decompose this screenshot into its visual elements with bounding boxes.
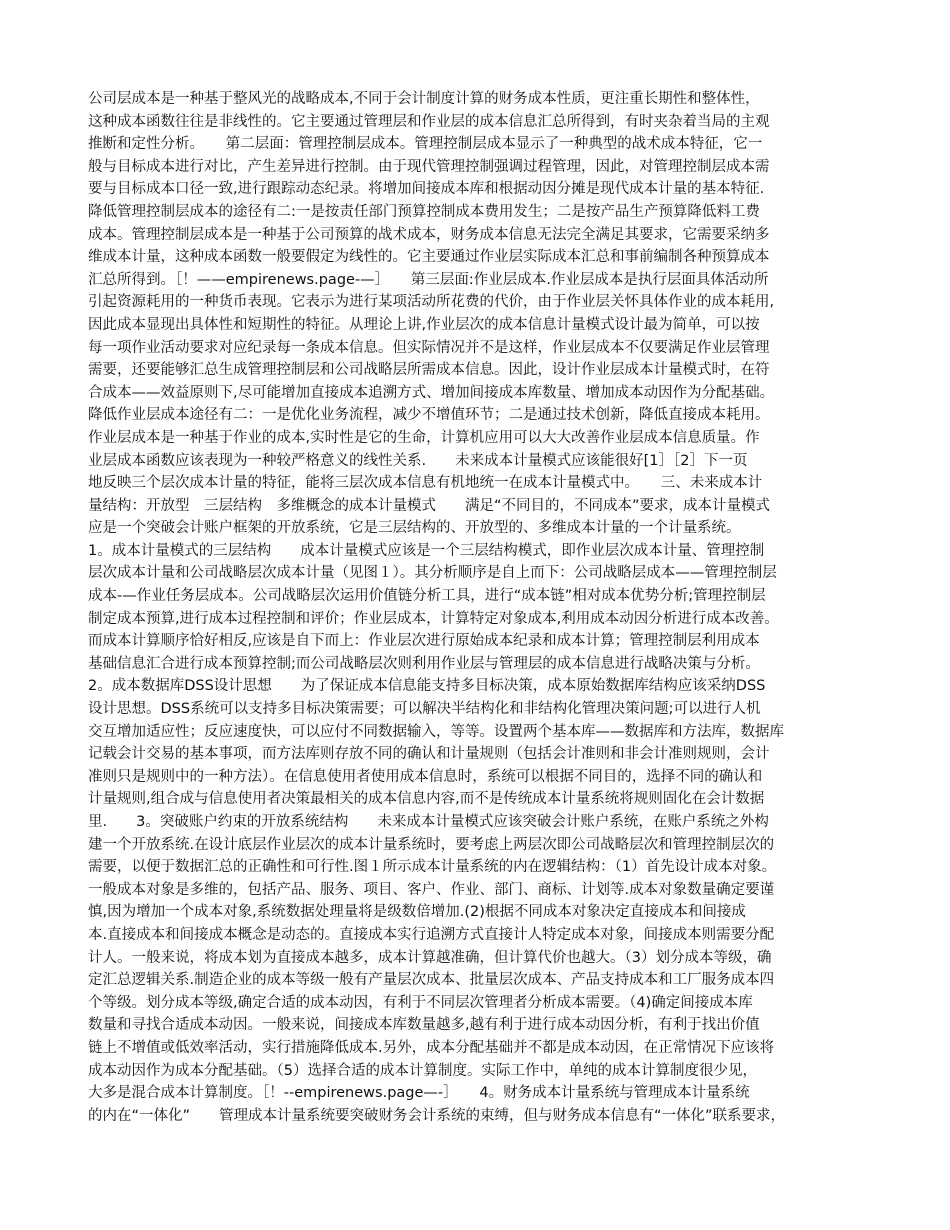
text-line: 地反映三个层次成本计量的特征，能将三层次成本信息有机地统一在成本计量模式中。 三、未来成本计 (88, 475, 763, 492)
text-line: 慎,因为增加一个成本对象,系统数据处理量将是级数倍增加.(2)根据不同成本对象决定直接成本和间接成 (88, 904, 746, 921)
text-line: 成本动因作为成本分配基础。（5）选择合适的成本计算制度。实际工作中，单纯的成本计算制度很少见， (88, 1062, 757, 1079)
text-line: 个等级。划分成本等级,确定合适的成本动因，有利于不同层次管理者分析成本需要。（4)确定间接成本库 (88, 994, 753, 1011)
text-line: 降低作业层成本途径有二：一是优化业务流程，减少不增值环节；二是通过技术创新，降低直接成本耗用。 (88, 407, 770, 424)
text-line: 计人。一般来说，将成本划为直接成本越多，成本计算越准确，但计算代价也越大。（3）划分成本等级，确 (88, 949, 772, 966)
text-line: 1。成本计量模式的三层结构 成本计量模式应该是一个三层结构模式，即作业层次成本计量、管理控制 (88, 542, 765, 559)
text-line: 这种成本函数往往是非线性的。它主要通过管理层和作业层的成本信息汇总所得到，有时夹杂着当局的主观 (88, 113, 770, 130)
text-line: 汇总所得到。［！——empirenews.page-—］ 第三层面:作业层成本.作业层成本是执行层面具体活动所 (88, 271, 769, 288)
text-line: 层次成本计量和公司战略层次成本计量（见图１）。其分析顺序是自上而下：公司战略层成本——管理控制层 (88, 565, 777, 582)
document-body (88, 88, 878, 1127)
text-line: 的内在“一体化” 管理成本计量系统要突破财务会计系统的束缚，但与财务成本信息有“一体化”联系要求， (88, 1107, 786, 1124)
text-line: 降低管理控制层成本的途径有二:一是按责任部门预算控制成本费用发生；二是按产品生产预算降低料工费 (88, 203, 760, 220)
text-line: 设计思想。DSS系统可以支持多目标决策需要；可以解决半结构化和非结构化管理决策问题;可以进行人机 (88, 701, 761, 718)
text-line: 需要，以便于数据汇总的正确性和可行性.图１所示成本计量系统的内在逻辑结构：（1）首先设计成本对象。 (88, 859, 777, 876)
text-line: 一般成本对象是多维的，包括产品、服务、项目、客户、作业、部门、商标、计划等.成本对象数量确定要谨 (88, 881, 775, 898)
text-line: 基础信息汇合进行成本预算控制;而公司战略层次则利用作业层与管理层的成本信息进行战略决策与分析。 (88, 655, 760, 672)
text-line: 数量和寻找合适成本动因。一般来说，间接成本库数量越多,越有利于进行成本动因分析，有利于找出价值 (88, 1017, 760, 1034)
text-line: 记载会计交易的基本事项，而方法库则存放不同的确认和计量规则（包括会计准则和非会计准则规则，会计 (88, 746, 770, 763)
text-line: 大多是混合成本计算制度。［！--empirenews.page—-］ 4。财务成本计量系统与管理成本计量系统 (88, 1085, 750, 1102)
text-line: 作业层成本是一种基于作业的成本,实时性是它的生命，计算机应用可以大大改善作业层成本信息质量。作 (88, 429, 760, 446)
text-line: 般与目标成本进行对比，产生差异进行控制。由于现代管理控制强调过程管理，因此，对管理控制层成本需 (88, 158, 770, 175)
text-line: 链上不增值或低效率活动，实行措施降低成本.另外，成本分配基础并不都是成本动因，在正常情况下应该将 (88, 1039, 775, 1056)
text-line: 要与目标成本口径一致,进行跟踪动态纪录。将增加间接成本库和根据动因分摊是现代成本计量的基本特征. (88, 181, 765, 198)
text-line: 量结构：开放型 三层结构 多维概念的成本计量模式 满足“不同目的，不同成本”要求，成本计量模式 (88, 497, 771, 514)
text-line: 准则只是规则中的一种方法）。在信息使用者使用成本信息时，系统可以根据不同目的，选择不同的确认和 (88, 768, 763, 785)
text-line: 需要，还要能够汇总生成管理控制层和公司战略层所需成本信息。因此，设计作业层成本计量模式时，在符 (88, 362, 770, 379)
text-line: 制定成本预算,进行成本过程控制和评价；作业层成本，计算特定对象成本,利用成本动因分析进行成本改善。 (88, 610, 779, 627)
text-line: 建一个开放系统.在设计底层作业层次的成本计量系统时，要考虑上两层次即公司战略层次和管理控制层次的 (88, 836, 775, 853)
text-line: 成本。管理控制层成本是一种基于公司预算的战术成本，财务成本信息无法完全满足其要求，它需要采纳多 (88, 226, 770, 243)
text-line: 维成本计量，这种成本函数一般要假定为线性的。它主要通过作业层实际成本汇总和事前编制各种预算成本 (88, 249, 770, 266)
text-line: 成本-—作业任务层成本。公司战略层次运用价值链分析工具，进行“成本链”相对成本优势分析;管理控制层 (88, 588, 766, 605)
text-line: 而成本计算顺序恰好相反,应该是自下而上：作业层次进行原始成本纪录和成本计算；管理控制层利用成本 (88, 633, 760, 650)
text-line: 合成本——效益原则下,尽可能增加直接成本追溯方式、增加间接成本库数量、增加成本动因作为分配基础。 (88, 384, 775, 401)
text-line: 引起资源耗用的一种货币表现。它表示为进行某项活动所花费的代价，由于作业层关怀具体作业的成本耗用, (88, 294, 775, 311)
text-line: 定汇总逻辑关系.制造企业的成本等级一般有产量层次成本、批量层次成本、产品支持成本和工厂服务成本四 (88, 972, 775, 989)
text-line: 应是一个突破会计账户框架的开放系统，它是三层结构的、开放型的、多维成本计量的一个计量系统。 (88, 520, 741, 537)
text-line: 因此成本显现出具体性和短期性的特征。从理论上讲,作业层次的成本信息计量模式设计最为简单，可以按 (88, 316, 760, 333)
text-line: 公司层成本是一种基于整风光的战略成本,不同于会计制度计算的财务成本性质，更注重长期性和整体性， (88, 91, 760, 107)
text-line: 业层成本函数应该表现为一种较严格意义的线性关系. 未来成本计量模式应该能很好[1］［2］下一页 (88, 452, 748, 469)
text-line: 计量规则,组合成与信息使用者决策最相关的成本信息内容,而不是传统成本计量系统将规则固化在会计数据 (88, 791, 765, 808)
text-line: 每一项作业活动要求对应纪录每一条成本信息。但实际情况并不是这样，作业层成本不仅要满足作业层管理 (88, 339, 770, 356)
text-line: 本.直接成本和间接成本概念是动态的。直接成本实行追溯方式直接计人特定成本对象，间接成本则需要分配 (88, 926, 775, 943)
text-line: 2。成本数据库DSS设计思想 为了保证成本信息能支持多目标决策，成本原始数据库结构应该采纳DSS (88, 678, 766, 695)
text-line: 推断和定性分析。 第二层面：管理控制层成本。管理控制层成本显示了一种典型的战术成本特征，它一 (88, 136, 763, 153)
text-line: 里. 3。突破账户约束的开放系统结构 未来成本计量模式应该突破会计账户系统，在账户系统之外构 (88, 814, 769, 830)
text-line: 交互增加适应性；反应速度快，可以应付不同数据输入，等等。设置两个基本库——数据库和方法库，数据库 (88, 723, 784, 740)
